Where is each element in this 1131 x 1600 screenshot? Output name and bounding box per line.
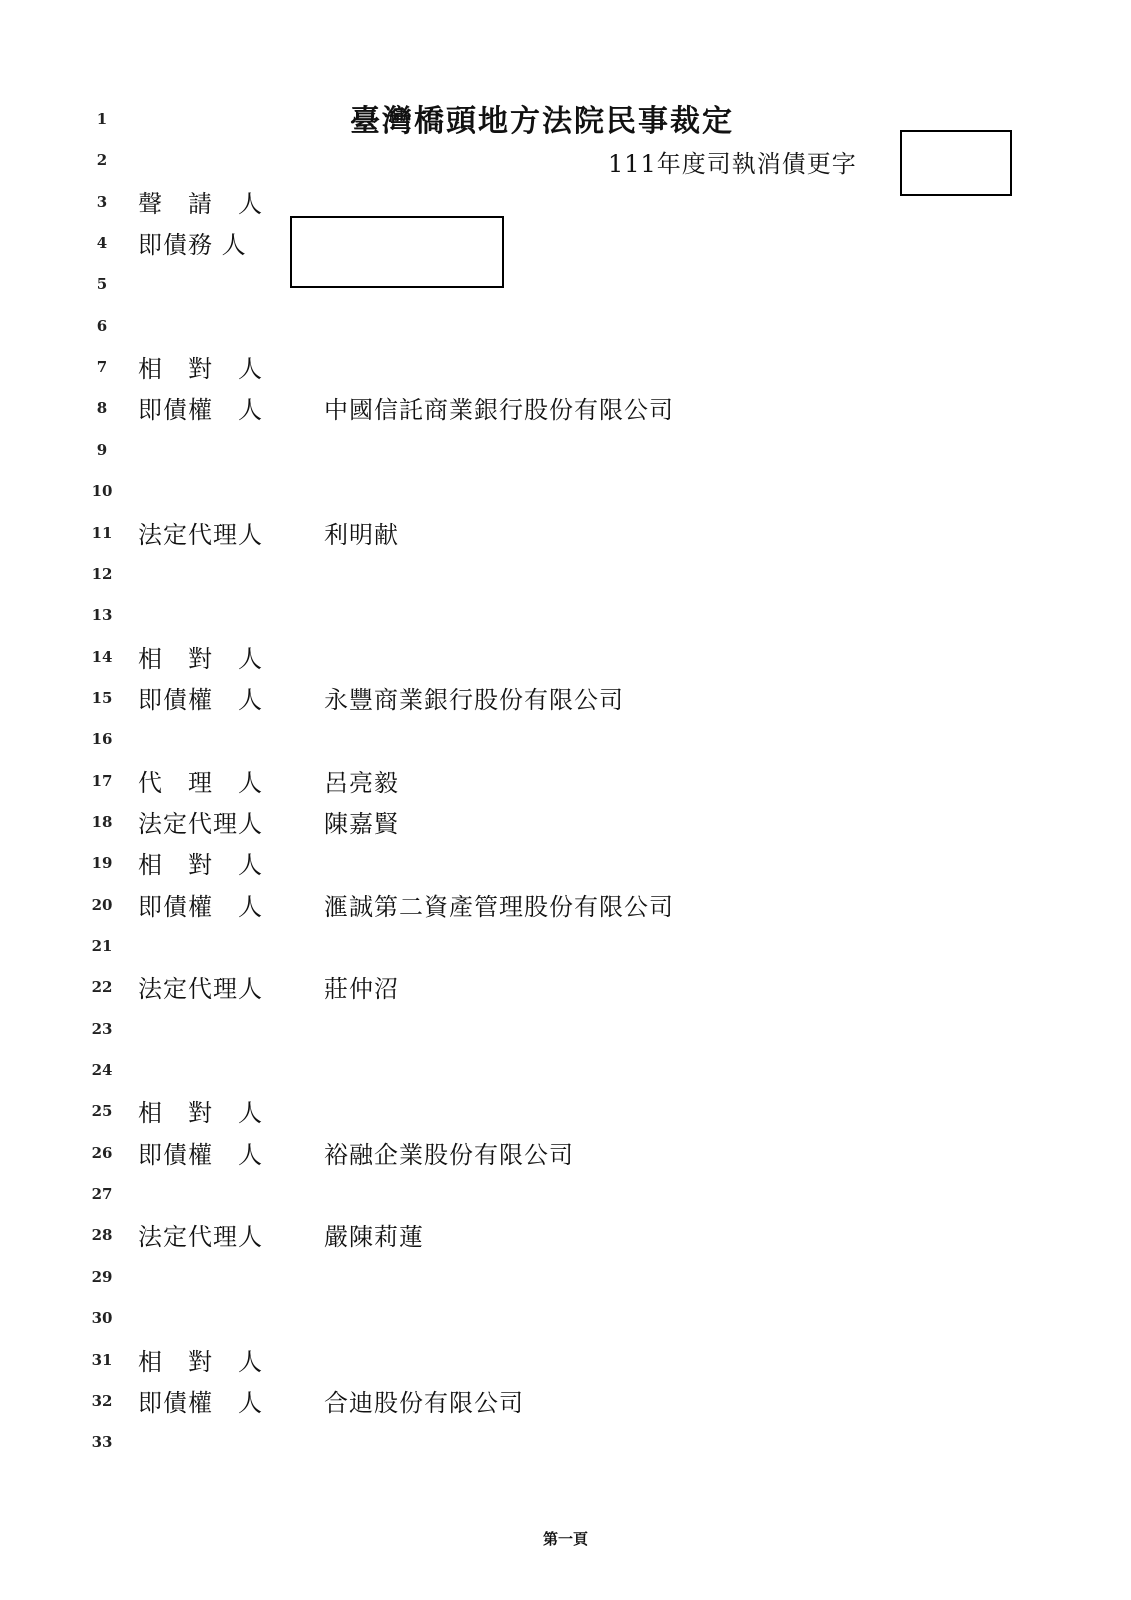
- line-number: 1: [96, 110, 108, 128]
- line-number: 3: [96, 192, 108, 211]
- line-number: 27: [91, 1185, 113, 1204]
- party-label: 相 對 人: [138, 644, 263, 673]
- party-label: 即債權 人: [138, 685, 263, 714]
- page-footer: 第一頁: [542, 1530, 588, 1548]
- party-name: 利明献: [324, 520, 399, 549]
- party-label: 法定代理人: [138, 809, 263, 838]
- line-number: 21: [91, 937, 113, 955]
- line-number: 25: [91, 1102, 113, 1121]
- line-number: 28: [91, 1226, 113, 1245]
- party-name: 滙誠第二資產管理股份有限公司: [324, 892, 674, 921]
- party-name: 合迪股份有限公司: [324, 1388, 524, 1417]
- document-title: 臺灣橋頭地方法院民事裁定: [350, 104, 734, 139]
- line-number: 11: [91, 523, 113, 542]
- party-label: 法定代理人: [138, 975, 263, 1004]
- party-label: 聲 請 人: [138, 189, 263, 218]
- party-label: 即債權 人: [138, 1388, 263, 1417]
- line-number: 17: [91, 771, 113, 790]
- line-number: 19: [91, 854, 113, 873]
- line-number: 26: [91, 1143, 113, 1162]
- line-number: 2: [96, 151, 108, 170]
- party-label: 法定代理人: [138, 1223, 263, 1252]
- line-number: 14: [91, 647, 113, 666]
- redaction-box-debtor-name: [290, 216, 504, 288]
- party-label: 法定代理人: [138, 520, 263, 549]
- line-number: 32: [91, 1391, 113, 1410]
- line-number: 6: [96, 316, 108, 335]
- party-label: 相 對 人: [138, 851, 263, 880]
- party-label: 相 對 人: [138, 1099, 263, 1128]
- party-label: 代 理 人: [138, 768, 263, 797]
- party-name: 中國信託商業銀行股份有限公司: [324, 396, 674, 425]
- case-number: 111年度司執消債更字: [608, 150, 857, 178]
- party-name: 莊仲沼: [324, 975, 399, 1004]
- line-number: 15: [91, 688, 113, 707]
- line-number: 4: [96, 234, 108, 253]
- line-number: 24: [91, 1061, 113, 1080]
- line-number: 30: [91, 1309, 113, 1328]
- line-number: 5: [96, 275, 108, 294]
- party-label: 即債權 人: [138, 396, 263, 425]
- line-number: 10: [91, 482, 113, 501]
- line-number: 7: [96, 358, 108, 377]
- line-number: 22: [91, 978, 113, 997]
- line-number: 16: [91, 730, 113, 749]
- party-label: 相 對 人: [138, 1347, 263, 1376]
- line-number: 33: [91, 1433, 113, 1452]
- line-number: 18: [91, 812, 113, 831]
- party-label: 相 對 人: [138, 355, 263, 384]
- line-number: 8: [96, 399, 108, 418]
- line-number: 29: [91, 1267, 113, 1286]
- line-number: 31: [91, 1350, 113, 1369]
- party-name: 永豐商業銀行股份有限公司: [324, 685, 624, 714]
- party-label: 即債權 人: [138, 1140, 263, 1169]
- line-number: 13: [91, 606, 113, 625]
- redaction-box-case-number: [900, 130, 1012, 196]
- party-name: 裕融企業股份有限公司: [324, 1140, 574, 1169]
- party-label: 即債權 人: [138, 892, 263, 921]
- party-name: 陳嘉賢: [324, 809, 399, 838]
- line-number: 23: [91, 1019, 113, 1038]
- line-number: 12: [91, 564, 113, 583]
- line-number: 9: [96, 440, 108, 459]
- party-label: 即債務 人: [138, 231, 247, 260]
- party-name: 呂亮毅: [324, 768, 399, 797]
- party-name: 嚴陳莉蓮: [324, 1223, 424, 1252]
- line-number: 20: [91, 895, 113, 914]
